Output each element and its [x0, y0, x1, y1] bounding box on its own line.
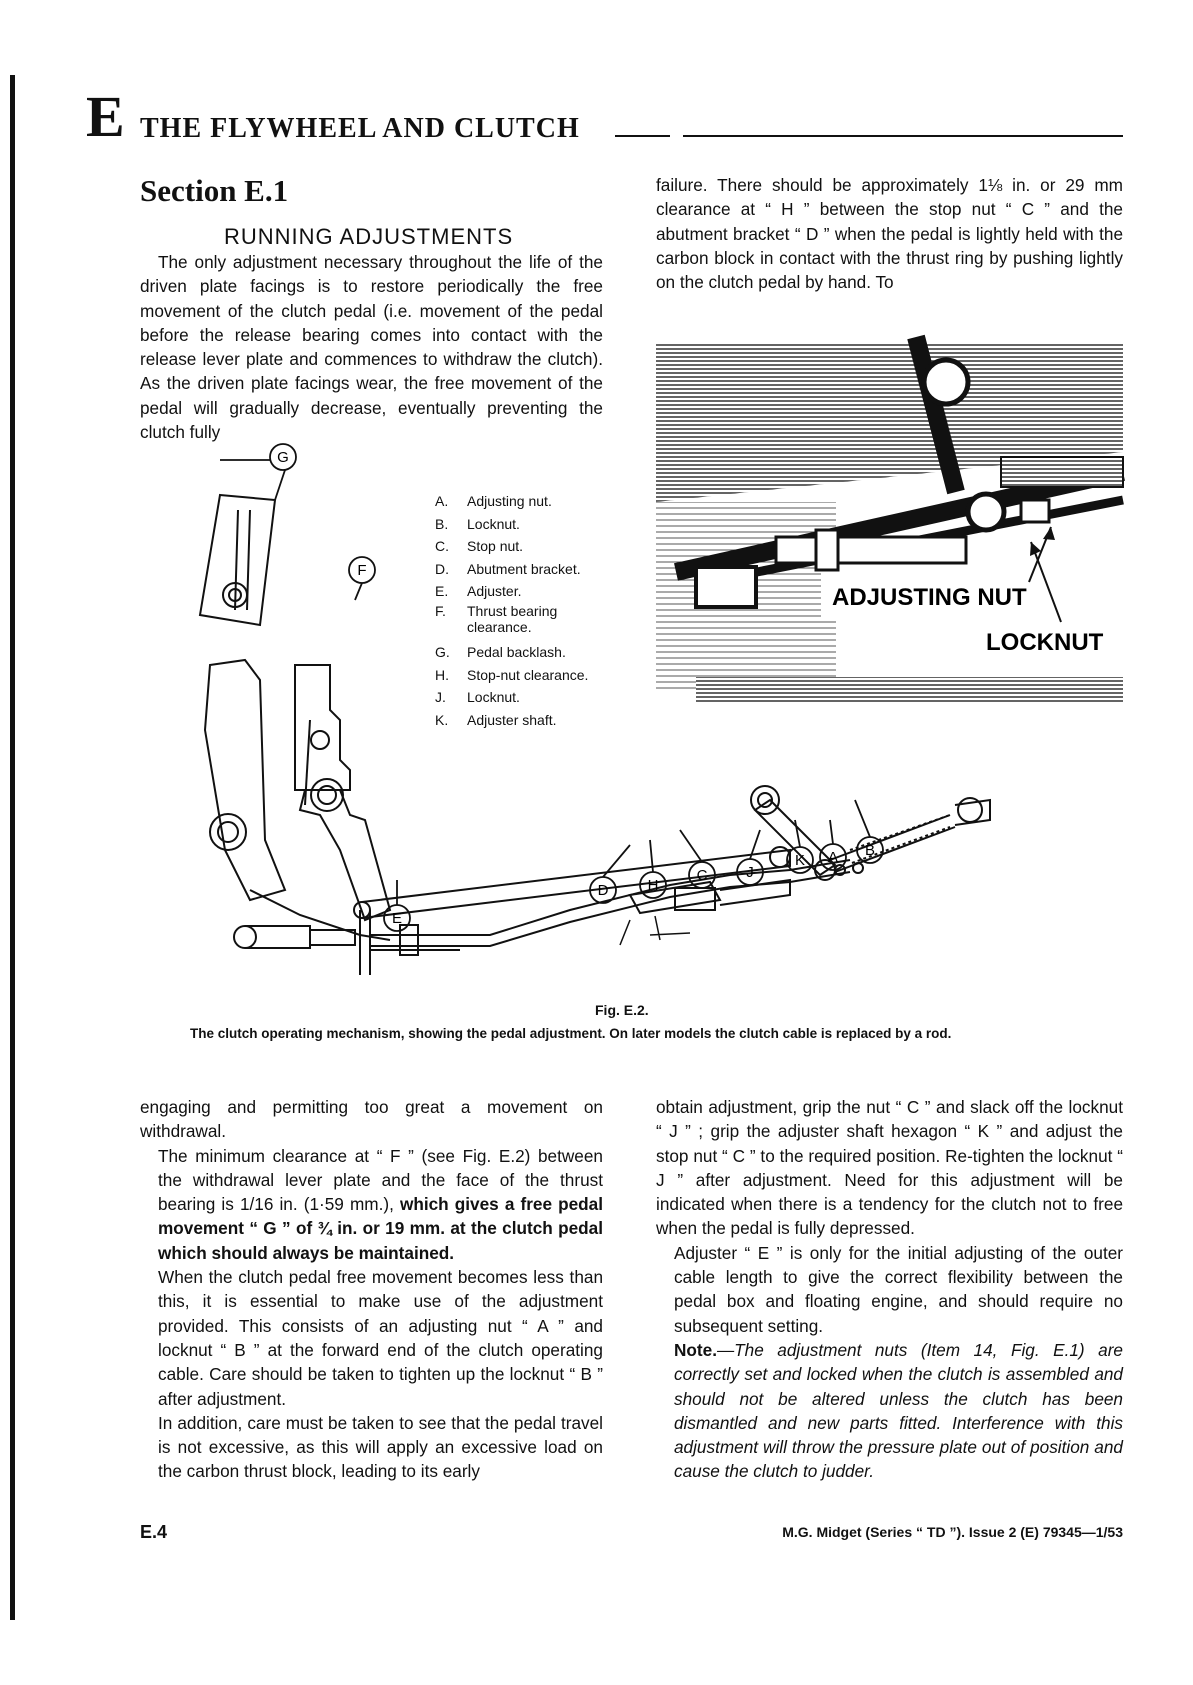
title-rule-long	[683, 135, 1123, 137]
legend-key: C.	[435, 538, 449, 555]
legend-text: Thrust bearing clearance.	[467, 602, 558, 635]
chapter-title: THE FLYWHEEL AND CLUTCH	[140, 113, 580, 144]
callout-c: C	[696, 867, 708, 884]
legend-text: Stop-nut clearance.	[467, 666, 589, 683]
note-label: Note.	[674, 1339, 717, 1360]
legend-key: B.	[435, 515, 449, 532]
legend-text: Abutment bracket.	[467, 560, 581, 577]
legend-text: Adjuster shaft.	[467, 711, 557, 728]
legend-text: Locknut.	[467, 515, 520, 532]
callout-a: A	[827, 849, 839, 866]
note-text: —The adjustment nuts (Item 14, Fig. E.1) are correctly set and locked when the clutch is assembled and should not be altered unless the clutch has been dismantled and new parts fitted. Interference with this adjustment will throw the pressure plate out of position and cause the clutch to judder.	[674, 1339, 1123, 1482]
legend-row	[435, 709, 635, 732]
legend-key: J.	[435, 689, 446, 706]
legend-row	[435, 558, 635, 581]
legend-text: Adjuster.	[467, 583, 522, 600]
legend-key: G.	[435, 643, 450, 660]
callout-d: D	[597, 882, 609, 899]
figure-legend	[435, 490, 635, 731]
locknut-label: LOCKNUT	[986, 629, 1104, 656]
figure-caption: The clutch operating mechanism, showing the pedal adjustment. On later models the clutch cable is replaced by a rod.	[190, 1026, 952, 1041]
right-bottom-column	[656, 1095, 1123, 1484]
callout-j: J	[746, 864, 754, 881]
right-top-paragraph: failure. There should be approximately 1⅛ in. or 29 mm clearance at “ H ” between the stop nut “ C ” and the abutment bracket “ D ” when the pedal is lightly held with the carbon block in contact with the thrust ring by pushing lightly on the clutch pedal by hand. To	[656, 175, 1123, 293]
left-bottom-p1: engaging and permitting too great a movement on withdrawal.	[140, 1097, 603, 1142]
legend-text: Pedal backlash.	[467, 643, 566, 660]
legend-text: Adjusting nut.	[467, 493, 552, 509]
left-bottom-p2-plain: The minimum clearance at “ F ” (see Fig. E.2) between the withdrawal lever plate and the face of the thrust bearing is 1/16 in. (1·59 mm.),	[158, 1145, 603, 1215]
callout-h: H	[647, 877, 659, 894]
legend-text: Locknut.	[467, 689, 520, 706]
page-number: E.4	[140, 1522, 168, 1542]
adjusting-nut-label: ADJUSTING NUT	[832, 584, 1027, 611]
legend-key: E.	[435, 583, 449, 600]
left-top-text: The only adjustment necessary throughout the life of the driven plate facings is to restore periodically the free movement of the clutch pedal (i.e. movement of the pedal before the release bearing comes into contact with the release lever plate and commences to withdraw the clutch). As the driven plate facings wear, the free movement of the pedal will gradually decrease, eventually preventing the clutch fully	[140, 252, 603, 443]
left-bottom-p2	[140, 1144, 603, 1265]
callout-g: G	[277, 449, 289, 466]
legend-key: D.	[435, 560, 449, 577]
legend-row	[435, 641, 635, 664]
right-bottom-p1: obtain adjustment, grip the nut “ C ” and slack off the locknut “ J ” ; grip the adjuster shaft hexagon “ K ” and adjust the stop nut “ C ” to the required position. Re-tighten the locknut “ J ” after adjustment. Need for this adjustment will be indicated when there is a tendency for the clutch not to free when the pedal is fully depressed.	[656, 1097, 1123, 1239]
left-margin-bar	[10, 75, 15, 1620]
left-bottom-p4: In addition, care must be taken to see that the pedal travel is not excessive, as this will apply an excessive load on the carbon thrust block, leading to its early	[158, 1412, 603, 1482]
legend-row	[435, 513, 635, 536]
legend-row	[435, 490, 635, 513]
callout-e: E	[391, 910, 403, 927]
legend-row	[435, 664, 635, 687]
legend-row	[435, 686, 635, 709]
footer-reference: M.G. Midget (Series “ TD ”). Issue 2 (E) 79345—1/53	[782, 1524, 1123, 1540]
figure-number: Fig. E.2.	[595, 1002, 649, 1018]
left-top-paragraph	[140, 250, 603, 444]
left-bottom-p3: When the clutch pedal free movement becomes less than this, it is essential to make use of the adjustment provided. This consists of an adjusting nut “ A ” and locknut “ B ” at the forward end of the clutch operating cable. Care should be taken to tighten up the locknut “ B ” after adjustment.	[158, 1267, 603, 1409]
legend-key: F.	[435, 602, 446, 619]
left-bottom-p2-bold: which gives a free pedal movement “ G ” of ¾ in. or 19 mm. at the clutch pedal which should always be maintained.	[158, 1194, 603, 1263]
legend-row	[435, 535, 635, 558]
callout-k: K	[794, 852, 806, 869]
running-adjustments-heading: RUNNING ADJUSTMENTS	[224, 224, 514, 249]
callout-f: F	[357, 562, 367, 579]
legend-row	[435, 603, 635, 635]
chapter-letter: E	[86, 84, 125, 149]
right-bottom-p2: Adjuster “ E ” is only for the initial adjusting of the outer cable length to give the correct flexibility between the pedal box and floating engine, and should require no subsequent setting.	[674, 1242, 1123, 1336]
legend-key: A.	[435, 493, 449, 509]
legend-key: H.	[435, 666, 449, 683]
callout-b: B	[864, 842, 876, 859]
legend-key: K.	[435, 711, 449, 728]
right-bottom-note	[656, 1338, 1123, 1484]
clutch-mechanism-diagram	[190, 449, 1080, 1010]
title-rule-short	[615, 135, 670, 137]
left-bottom-column	[140, 1095, 603, 1484]
section-heading: Section E.1	[140, 173, 289, 208]
legend-row	[435, 580, 635, 603]
legend-text: Stop nut.	[467, 538, 524, 555]
